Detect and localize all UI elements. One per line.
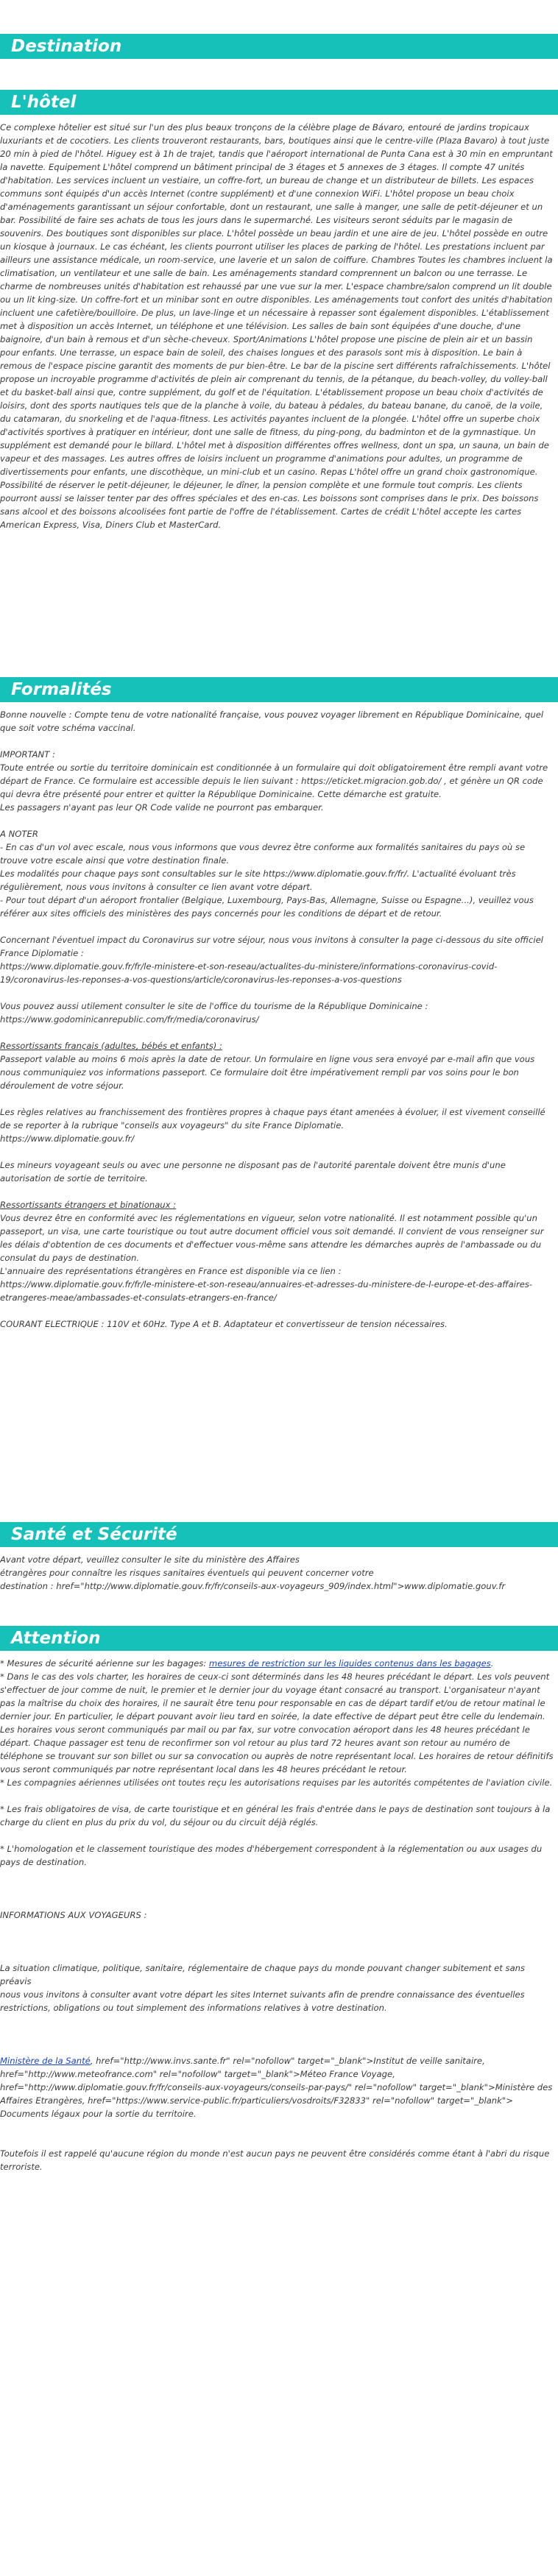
section-title-sante: Santé et Sécurité bbox=[0, 1522, 558, 1547]
formalites-foreigners-title: Ressortissants étrangers et binationaux : bbox=[0, 1200, 177, 1210]
ministry-health-link[interactable]: Ministère de la Santé bbox=[0, 2056, 91, 2066]
attention-airlines: * Les compagnies aériennes utilisées ont toutes reçu les autorisations requises par les autorités compétentes de l'aviation civile. bbox=[0, 1777, 553, 1788]
formalites-french-nationals-title: Ressortissants français (adultes, bébés et enfants) : bbox=[0, 1041, 222, 1051]
sante-text: Avant votre départ, veuillez consulter le site du ministère des Affaires étrangères pour connaître les risques sanitaires éventuels qui peuvent concerner votre destination : href="http://www.diplomatie.gouv.fr/fr/conseils-aux-voyageurs_909/index.html">www.diplomatie.gouv.fr bbox=[0, 1554, 506, 1591]
formalites-a-noter: A NOTER - En cas d'un vol avec escale, nous vous informons que vous devrez être conforme aux formalités sanitaires du pays où se trouve votre escale ainsi que votre destination finale. Les modalités pour chaque pays sont consultables sur le site https://www.diplomatie.gouv.fr/fr/. L'actualité évoluant très régulièrement, nous vous invitons à consulter ce lien avant votre départ. - Pour tout départ d'un aéroport frontalier (Belgique, Luxembourg, Pays-Bas, Allemagne, Suisse ou Espagne...), veuillez vous référer aux sites officiels des ministères des pays concernés pour les conditions de départ et de retour. bbox=[0, 829, 534, 919]
formalites-electricity: COURANT ELECTRIQUE : 110V et 60Hz. Type A et B. Adaptateur et convertisseur de tension nécessaires. bbox=[0, 1319, 448, 1329]
attention-content bbox=[0, 1657, 557, 2173]
section-title-destination: Destination bbox=[0, 34, 558, 59]
hotel-text: Ce complexe hôtelier est situé sur l'un des plus beaux tronçons de la célèbre plage de Bávaro, entouré de jardins tropicaux luxuriants et de cocotiers. Les clients trouveront restaurants, bars, boutiques ainsi que le centre-ville (Plaza Bavaro) à tout juste 20 min à pied de l'hôtel. Higuey est à 1h de trajet, tandis que l'aéroport international de Punta Cana est à 30 min en empruntant la navette. Equipement L'hôtel comprend un bâtiment principal de 3 étages et 5 annexes de 3 étages. Il compte 47 unités d'habitation. Les services incluent un vestiaire, un coffre-fort, un bureau de change et un distributeur de billets. Les espaces communs sont équipés d'un accès Internet (contre supplément) et d'une connexion WiFi. L'hôtel propose un beau choix d'aménagements garantissant un séjour confortable, dont un restaurant, une salle à manger, une salle de petit-déjeuner et un bar. Possibilité de faire ses achats de tous les jours dans le supermarché. Les visiteurs seront séduits par le magasin de souvenirs. Des boutiques sont disponibles sur place. L'hôtel possède un beau jardin et une aire de jeu. L'hôtel possède en outre un kiosque à journaux. Le cas échéant, les clients pourront utiliser les places de parking de l'hôtel. Les prestations incluent par ailleurs une assistance médicale, un room-service, une laverie et un salon de coiffure. Chambres Toutes les chambres incluent la climatisation, un ventilateur et une salle de bain. Les aménagements standard comprennent un balcon ou une terrasse. Le charme de nombreuses unités d'habitation est rehaussé par une vue sur la mer. L'espace chambre/salon comprend un lit double ou un lit king-size. Un coffre-fort et un minibar sont en outre disponibles. Les aménagements tout confort des unités d'habitation incluent une cafetière/bouilloire. De plus, un lave-linge et un nécessaire à repasser sont également disponibles. L'établissement met à disposition un accès Internet, un téléphone et une télévision. Les salles de bain sont équipées d'une douche, d'une baignoire, d'un bain à remous et d'un sèche-cheveux. Sport/Animations L'hôtel propose une piscine de plein air et un bassin pour enfants. Une terrasse, un espace bain de soleil, des chaises longues et des parasols sont mis à disposition. Le bain à remous de l'espace piscine garantit des moments de pur bien-être. Le bar de la piscine sert différents rafraîchissements. L'hôtel propose un incroyable programme d'activités de plein air comprenant du tennis, de la pétanque, du beach-volley, du volley-ball et du basket-ball ainsi que, contre supplément, du golf et de l'équitation. L'établissement propose un beau choix d'activités de loisirs, dont des sports nautiques tels que de la planche à voile, du bateau à pédales, du bateau banane, du canoë, de la voile, du catamaran, du snorkeling et de l'aqua-fitness. Les activités payantes incluent de la plongée. L'hôtel offre un superbe choix d'activités sportives à pratiquer en intérieur, dont une salle de fitness, du ping-pong, du badminton et de la gymnastique. Un supplément est demandé pour le billard. L'hôtel met à disposition différentes offres wellness, dont un spa, un sauna, un bain de vapeur et des massages. Les autres offres de loisirs incluent un programme d'animations pour adultes, un programme de divertissements pour enfants, une discothèque, un mini-club et un casino. Repas L'hôtel offre un grand choix gastronomique. Possibilité de réserver le petit-déjeuner, le déjeuner, le dîner, la pension complète et une formule tout compris. Les clients pourront aussi se laisser tenter par des offres spéciales et des en-cas. Les boissons sont comprises dans le prix. Des boissons sans alcool et des boissons alcoolisées font partie de l'offre de l'établissement. Cartes de crédit L'hôtel accepte les cartes American Express, Visa, Diners Club et MasterCard. bbox=[0, 122, 556, 530]
attention-classification: * L'homologation et le classement touristique des modes d'hébergement correspondent à la réglementation ou aux usages du pays de destination. bbox=[0, 1844, 545, 1867]
formalites-content bbox=[0, 708, 554, 1331]
attention-travellers-info: La situation climatique, politique, sanitaire, réglementaire de chaque pays du monde pouvant changer subitement et sans préavis nous vous invitons à consulter avant votre départ les sites Internet suivants afin de prendre connaissance des éventuelles restrictions, obligations ou tout simplement des informations relatives à votre destination. bbox=[0, 1963, 526, 2013]
formalites-good-news: Bonne nouvelle : Compte tenu de votre nationalité française, vous pouvez voyager librement en République Dominicaine, quel que soit votre schéma vaccinal. bbox=[0, 710, 546, 733]
attention-baggage-suffix: . bbox=[490, 1658, 494, 1669]
attention-useful-links bbox=[0, 2054, 554, 2120]
sante-content bbox=[0, 1553, 554, 1593]
formalites-border-rules: Les règles relatives au franchissement des frontières propres à chaque pays étant amenées à évoluer, il est vivement conseillé de se reporter à la rubrique "conseils aux voyageurs" du site France Diplomatie. https://www.diplomatie.gouv.fr/ bbox=[0, 1107, 545, 1144]
formalites-minors: Les mineurs voyageant seuls ou avec une personne ne disposant pas de l'autorité parentale doivent être munis d'une autorisation de sortie de territoire. bbox=[0, 1160, 509, 1183]
section-title-attention: Attention bbox=[0, 1626, 558, 1651]
attention-terrorism: Toutefois il est rappelé qu'aucune région du monde n'est aucun pays ne peuvent être considérés comme étant à l'abri du risque terroriste. bbox=[0, 2148, 553, 2172]
formalites-tourism-office: Vous pouvez aussi utilement consulter le site de l'office du tourisme de la République Dominicaine : https://www.godominicanrepublic.com/fr/media/coronavirus/ bbox=[0, 1001, 428, 1025]
formalites-foreigners: Vous devrez être en conformité avec les réglementations en vigueur, selon votre nationalité. Il est notamment possible qu'un passeport, un visa, une carte touristique ou tout autre document officiel vous soit demandé. Il convient de vous renseigner sur les délais d'obtention de ces documents et d'effectuer vous-même sans attendre les démarches auprès de l'ambassade ou du consulat du pays de destination. L'annuaire des représentations étrangères en France est disponible via ce lien : https://www.diplomatie.gouv.fr/fr/le-ministere-et-son-reseau/annuaires-et-adresses-du-ministere-de-l-europe-et-des-affaires-etrangeres-meae/ambassades-et-consulats-etrangers-en-france/ bbox=[0, 1213, 544, 1303]
section-title-formalites: Formalités bbox=[0, 677, 558, 702]
formalites-important: IMPORTANT : Toute entrée ou sortie du territoire dominicain est conditionnée à un formulaire qui doit obligatoirement être rempli avant votre départ de France. Ce formulaire est accessible depuis le lien suivant : https://eticket.migracion.gob.do/ , et génère un QR code qui devra être présenté pour entrer et quitter la République Dominicaine. Cette démarche est gratuite. Les passagers n'ayant pas leur QR Code valide ne pourront pas embarquer. bbox=[0, 749, 548, 813]
formalites-french-nationals: Passeport valable au moins 6 mois après la date de retour. Un formulaire en ligne vous sera envoyé par e-mail afin que vous nous communiquiez vos informations passeport. Ce formulaire doit être impérativement rempli par vos soins pour le bon déroulement de votre séjour. bbox=[0, 1054, 537, 1091]
attention-baggage-prefix: * Mesures de sécurité aérienne sur les bagages: bbox=[0, 1658, 209, 1669]
section-title-hotel: L'hôtel bbox=[0, 90, 558, 115]
hotel-description bbox=[0, 121, 554, 531]
attention-visa-fees: * Les frais obligatoires de visa, de carte touristique et en général les frais d'entrée dans le pays de destination sont toujours à la charge du client en plus du prix du vol, du séjour ou du circuit déjà réglés. bbox=[0, 1804, 554, 1827]
attention-travellers-info-title: INFORMATIONS AUX VOYAGEURS : bbox=[0, 1910, 147, 1920]
liquids-restriction-link[interactable]: mesures de restriction sur les liquides contenus dans les bagages bbox=[208, 1658, 491, 1669]
attention-charter-flights: * Dans le cas des vols charter, les horaires de ceux-ci sont déterminés dans les 48 heures précédant le départ. Les vols peuvent s'effectuer de jour comme de nuit, le premier et le dernier jour du voyage étant consacré au transport. L'organisateur n'ayant pas la maîtrise du choix des horaires, il ne saurait être tenu pour responsable en cas de départ tardif et/ou de retour matinal le dernier jour. En particulier, le départ pouvant avoir lieu tard en soirée, la date effective de départ peut être celle du lendemain. Les horaires vous seront communiqués par mail ou par fax, sur votre convocation aéroport dans les 48 heures précédant le départ. Chaque passager est tenu de reconfirmer son vol retour au plus tard 72 heures avant son retour au numéro de téléphone se trouvant sur son billet ou sur sa convocation ou auprès de notre représentant local. Les horaires de retour définitifs vous seront communiqués par notre représentant local dans les 48 heures précédant le retour. bbox=[0, 1671, 557, 1774]
attention-baggage bbox=[0, 1657, 554, 1670]
formalites-coronavirus: Concernant l'éventuel impact du Coronavirus sur votre séjour, nous vous invitons à consulter la page ci-dessous du site officiel France Diplomatie : https://www.diplomatie.gouv.fr/fr/le-ministere-et-son-reseau/actualites-du-ministere/informations-coronavirus-covid-19/coronavirus-les-reponses-a-vos-questions/article/coronavirus-les-reponses-a-vos-questions bbox=[0, 935, 543, 985]
attention-useful-links-rest: , href="http://www.invs.sante.fr" rel="nofollow" target="_blank">Institut de veille sanitaire, href="http://www.meteofrance.com" rel="nofollow" target="_blank">Méteo France Voyage, href="http://www.diplomatie.gouv.fr/fr/conseils-aux-voyageurs/conseils-par-pays/" rel="nofollow" target="_blank">Ministère des Affaires Etrangères, href="https://www.service-public.fr/particuliers/vosdroits/F32833" rel="nofollow" target="_blank"> Documents légaux pour la sortie du territoire. bbox=[0, 2056, 556, 2119]
